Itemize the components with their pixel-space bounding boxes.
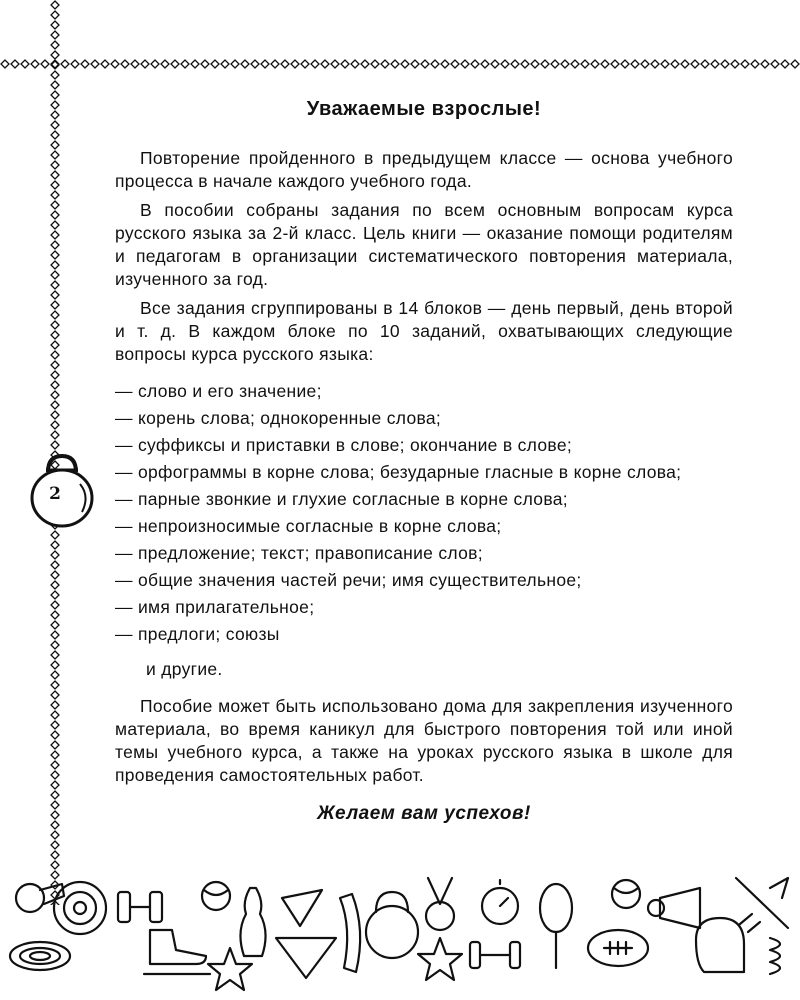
whistle-icon <box>16 884 64 912</box>
star-icon <box>208 948 252 990</box>
dumbbell-icon <box>118 892 162 922</box>
rope-icon <box>10 942 70 970</box>
boxing-glove-icon <box>696 918 744 972</box>
top-chain-border <box>0 58 800 70</box>
list-item: — корень слова; однокоренные слова; <box>115 408 442 428</box>
list-item: — орфограммы в корне слова; безударные гласные в корне слова; <box>115 462 682 482</box>
target-icon <box>54 882 106 934</box>
ball-icon <box>202 882 230 910</box>
intro-paragraph-1: Повторение пройденного в предыдущем классе — основа учебного процесса в начале каждого учебного года. <box>115 148 733 191</box>
ice-skate-icon <box>144 930 210 974</box>
document-body <box>115 98 733 825</box>
closing-wish: Желаем вам успехов! <box>317 803 531 824</box>
stopwatch-icon <box>482 880 518 924</box>
page-title: Уважаемые взрослые! <box>306 98 542 120</box>
kettlebell-icon <box>366 892 418 958</box>
list-tail: и другие. <box>146 659 223 679</box>
medal-icon <box>426 878 454 930</box>
intro-paragraph-2: В пособии собраны задания по всем основным вопросам курса русского языка за 2-й класс. Цель книги — оказание помощи родителям и педагогам в организации систематического повторения материала, изученного за год. <box>115 200 733 289</box>
topic-list <box>115 380 733 646</box>
final-paragraph: Пособие может быть использовано дома для закрепления изученного материала, во время каникул для быстрого повторения той или иной темы учебного курса, а также на уроках русского языка в школе для проведения самостоятельных работ. <box>115 696 733 785</box>
ball-icon <box>612 880 640 908</box>
list-item: — предлоги; союзы <box>115 624 280 644</box>
list-item: — непроизносимые согласные в корне слова; <box>115 516 502 536</box>
list-item: — парные звонкие и глухие согласные в корне слова; <box>115 489 568 509</box>
dart-icon <box>736 878 788 932</box>
list-item: — общие значения частей речи; имя существительное; <box>115 570 582 590</box>
rugby-ball-icon <box>588 930 648 966</box>
spring-icon <box>770 938 780 974</box>
racket-icon <box>540 884 572 968</box>
list-item: — имя прилагательное; <box>115 597 315 617</box>
sports-illustration-strip <box>0 868 800 1000</box>
star-icon <box>418 938 462 980</box>
triangle-ruler-icon <box>276 890 336 978</box>
bowling-pin-icon <box>240 888 265 956</box>
list-item: — слово и его значение; <box>115 381 322 401</box>
list-item: — предложение; текст; правописание слов; <box>115 543 483 563</box>
intro-paragraph-3: Все задания сгруппированы в 14 блоков — день первый, день второй и т. д. В каждом блоке по 10 заданий, охватывающих следующие вопросы курса русского языка: <box>115 298 733 364</box>
dumbbell-icon <box>470 942 520 968</box>
shuttlecock-icon <box>648 888 700 928</box>
page-number: 2 <box>49 484 61 504</box>
boomerang-icon <box>340 894 360 972</box>
list-item: — суффиксы и приставки в слове; окончание в слове; <box>115 435 573 455</box>
